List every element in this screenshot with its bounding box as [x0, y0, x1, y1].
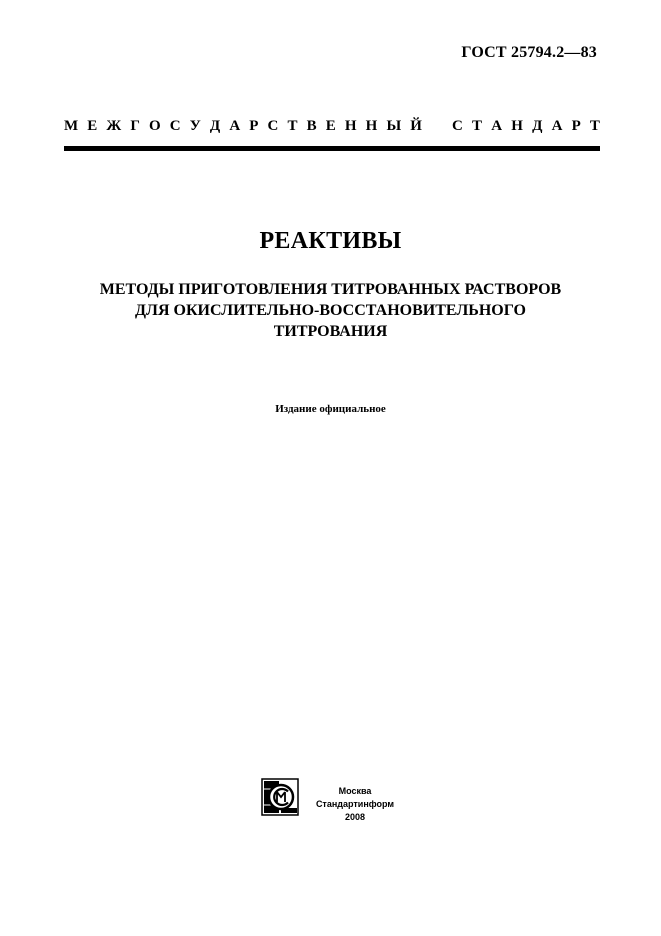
heading-letter: Р — [249, 118, 259, 134]
heading-letter: Г — [130, 118, 140, 134]
header-divider — [64, 146, 600, 151]
heading-letter: Т — [589, 118, 600, 134]
heading-letter: Т — [472, 118, 483, 134]
heading-letter: О — [149, 118, 161, 134]
document-title: РЕАКТИВЫ — [259, 228, 402, 254]
heading-letter: Е — [325, 118, 336, 134]
heading-letter: Н — [511, 118, 523, 134]
heading-letter: Е — [87, 118, 98, 134]
document-subtitle — [40, 279, 621, 342]
heading-letter: Ы — [386, 118, 402, 134]
heading-letter: Й — [410, 118, 422, 134]
doc-number: ГОСТ 25794.2—83 — [461, 44, 597, 61]
heading-letter: С — [452, 118, 463, 134]
subtitle-line: ТИТРОВАНИЯ — [273, 323, 388, 340]
standard-type-word-standard — [452, 118, 600, 135]
heading-letter: А — [491, 118, 503, 134]
imprint-publisher: Стандартинформ — [315, 799, 395, 809]
heading-letter: Д — [532, 118, 543, 134]
heading-letter: Т — [287, 118, 298, 134]
heading-letter: Н — [365, 118, 378, 134]
subtitle-line: ДЛЯ ОКИСЛИТЕЛЬНО-ВОССТАНОВИТЕЛЬНОГО — [135, 302, 526, 319]
heading-letter: Ж — [106, 118, 122, 134]
heading-letter: В — [306, 118, 317, 134]
heading-letter: С — [267, 118, 279, 134]
heading-letter: А — [551, 118, 563, 134]
imprint — [300, 785, 410, 824]
heading-letter: С — [169, 118, 181, 134]
heading-letter: Н — [344, 118, 357, 134]
heading-letter: Д — [209, 118, 221, 134]
standartinform-logo-icon — [261, 778, 299, 816]
standard-type-word-interstate — [64, 118, 422, 135]
heading-letter: М — [64, 118, 79, 134]
heading-letter: У — [189, 118, 201, 134]
subtitle-line: МЕТОДЫ ПРИГОТОВЛЕНИЯ ТИТРОВАННЫХ РАСТВОРОВ — [99, 281, 562, 298]
imprint-city: Москва — [338, 786, 372, 796]
imprint-year: 2008 — [344, 812, 366, 822]
heading-letter: Р — [571, 118, 581, 134]
heading-letter: А — [229, 118, 241, 134]
standard-type-heading — [64, 118, 600, 135]
edition-label: Издание официальное — [275, 403, 386, 415]
